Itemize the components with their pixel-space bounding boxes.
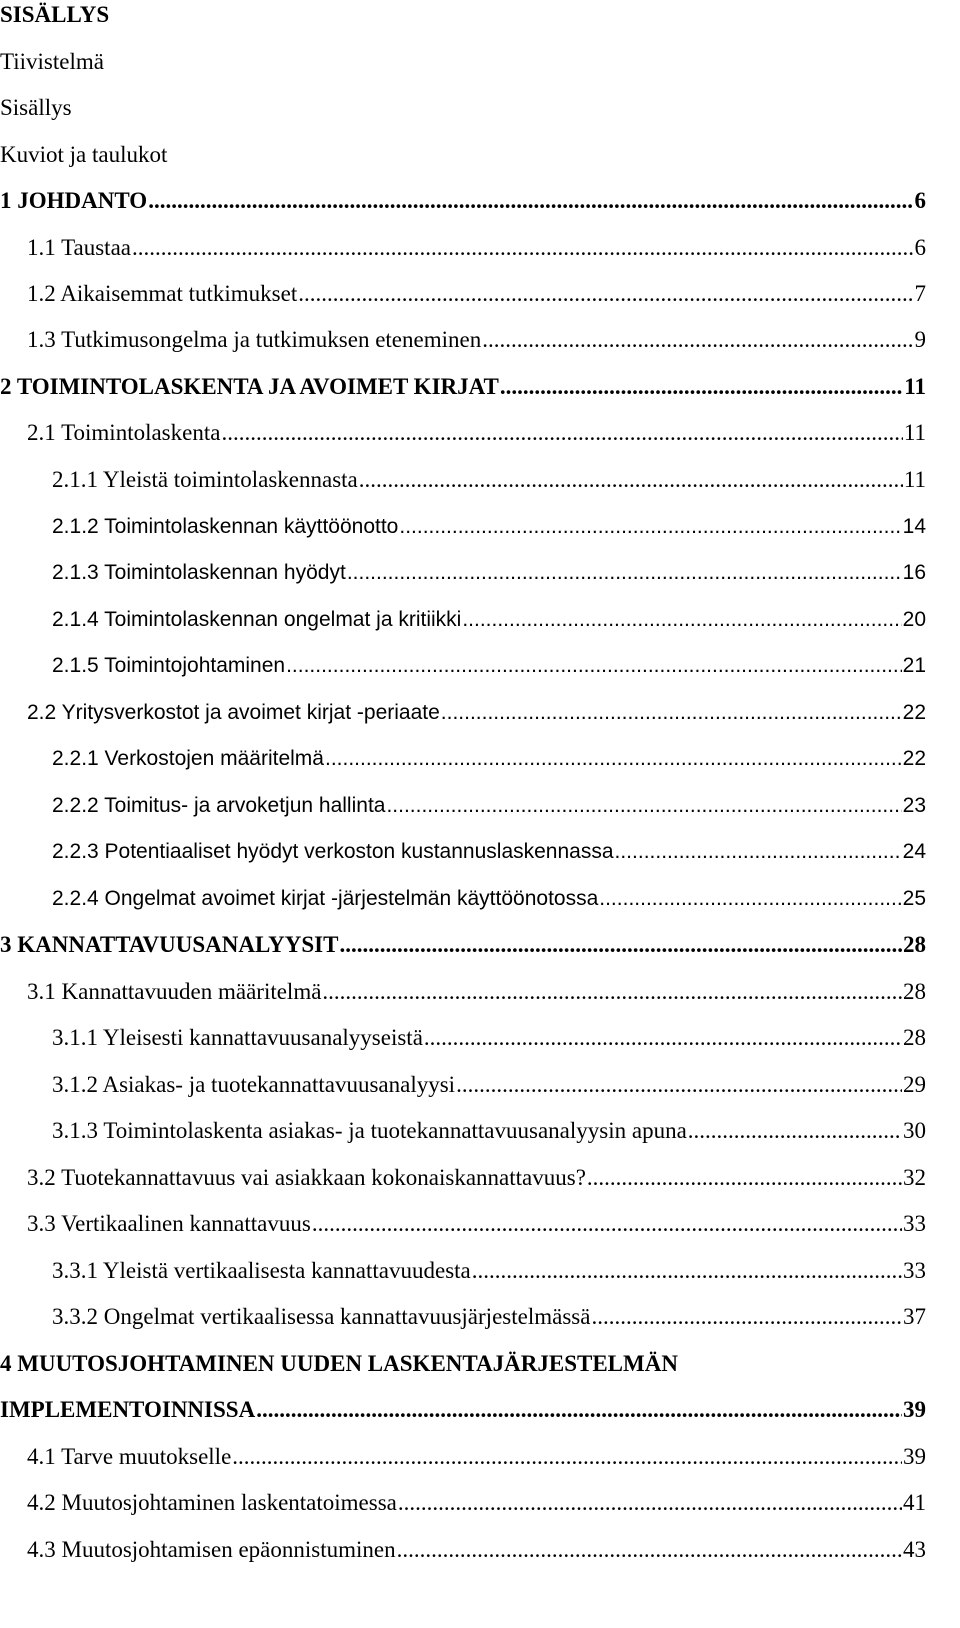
toc-leader: [591, 1297, 902, 1337]
toc-entry-label: 2 TOIMINTOLASKENTA JA AVOIMET KIRJAT: [0, 374, 499, 399]
toc-entry-label: 3.1.2 Asiakas- ja tuotekannattavuusanalyysi: [52, 1072, 456, 1097]
toc-page-number: 24: [902, 840, 926, 863]
toc-leader: [386, 786, 901, 826]
toc-page-number: 41: [903, 1490, 926, 1515]
toc-leader: [500, 367, 903, 407]
toc-entry-3-1[interactable]: [27, 972, 926, 1012]
toc-page-number: 43: [903, 1537, 926, 1562]
toc-page-number: 21: [902, 654, 926, 677]
toc-page-number: 28: [903, 932, 926, 957]
toc-leader: [462, 600, 901, 640]
toc-page-number: 29: [903, 1072, 926, 1097]
toc-entry-3-1-1[interactable]: [52, 1018, 926, 1058]
toc-leader: [482, 320, 913, 360]
toc-entry-3-3-1[interactable]: [52, 1251, 926, 1291]
toc-entry-3-3-2[interactable]: [52, 1297, 926, 1337]
toc-page-number: 30: [903, 1118, 926, 1143]
toc-leader: [132, 228, 914, 268]
toc-page-number: 11: [903, 467, 926, 492]
toc-leader: [312, 1204, 902, 1244]
toc-page-number: 22: [902, 701, 926, 724]
toc-page-number: 7: [914, 281, 926, 306]
toc-entry-2-1[interactable]: [27, 413, 926, 453]
toc-entry-label: 3.3.1 Yleistä vertikaalisesta kannattavuudesta: [52, 1258, 471, 1283]
toc-entry-1-3[interactable]: [27, 320, 926, 360]
toc-entry-label: 2.1.4 Toimintolaskennan ongelmat ja kritiikki: [52, 608, 462, 631]
toc-page-number: 11: [904, 374, 926, 399]
toc-entry-label: 3.2 Tuotekannattavuus vai asiakkaan kokonaiskannattavuus?: [27, 1165, 586, 1190]
page-title: SISÄLLYS: [0, 2, 110, 27]
toc-entry-chapter-4-line-1[interactable]: [0, 1344, 926, 1384]
toc-entry-label: 4 MUUTOSJOHTAMINEN UUDEN LASKENTAJÄRJESTELMÄN: [0, 1351, 678, 1376]
toc-entry-label: 3.1.3 Toimintolaskenta asiakas- ja tuotekannattavuusanalyysin apuna: [52, 1118, 687, 1143]
toc-entry-label: 2.2.2 Toimitus- ja arvoketjun hallinta: [52, 794, 386, 817]
toc-entry-label: 2.1.2 Toimintolaskennan käyttöönotto: [52, 515, 399, 538]
toc-entry-label: 4.1 Tarve muutokselle: [27, 1444, 232, 1469]
toc-entry-2-2-2[interactable]: [52, 786, 926, 826]
front-matter-figures: Kuviot ja taulukot: [0, 142, 168, 167]
toc-leader: [587, 1158, 902, 1198]
toc-entry-4-3[interactable]: [27, 1530, 926, 1570]
toc-entry-4-2[interactable]: [27, 1483, 926, 1523]
toc-entry-chapter-3[interactable]: [0, 925, 926, 965]
toc-entry-2-2-1[interactable]: [52, 739, 926, 779]
toc-page-number: 33: [903, 1211, 926, 1236]
toc-leader: [441, 693, 902, 733]
toc-entry-label: 3 KANNATTAVUUSANALYYSIT: [0, 932, 339, 957]
toc-page-number: 22: [902, 747, 926, 770]
toc-leader: [322, 972, 902, 1012]
toc-leader: [615, 832, 902, 872]
toc-entry-4-1[interactable]: [27, 1437, 926, 1477]
front-matter-abstract: Tiivistelmä: [0, 49, 104, 74]
toc-entry-label: 1 JOHDANTO: [0, 188, 148, 213]
toc-entry-label: 3.3 Vertikaalinen kannattavuus: [27, 1211, 311, 1236]
toc-entry-chapter-4[interactable]: [0, 1390, 926, 1430]
toc-entry-label: 3.1.1 Yleisesti kannattavuusanalyyseistä: [52, 1025, 423, 1050]
toc-entry-label: 2.2 Yritysverkostot ja avoimet kirjat -periaate: [27, 701, 440, 724]
toc-entry-label: 2.2.3 Potentiaaliset hyödyt verkoston kustannuslaskennassa: [52, 840, 614, 863]
toc-leader: [325, 739, 902, 779]
toc-page-number: 32: [903, 1165, 926, 1190]
toc-page-number: 6: [914, 235, 926, 260]
toc-page-number: 37: [903, 1304, 926, 1329]
toc-page-number: 23: [902, 794, 926, 817]
toc-page-number: 28: [903, 1025, 926, 1050]
toc-entry-label: 1.3 Tutkimusongelma ja tutkimuksen eteneminen: [27, 327, 482, 352]
toc-entry-label: 4.2 Muutosjohtaminen laskentatoimessa: [27, 1490, 397, 1515]
toc-page-number: 33: [903, 1258, 926, 1283]
toc-entry-3-3[interactable]: [27, 1204, 926, 1244]
toc-page-number: 39: [903, 1444, 926, 1469]
toc-page-number: 39: [903, 1397, 926, 1422]
toc-leader: [347, 553, 902, 593]
toc-entry-2-1-4[interactable]: [52, 600, 926, 640]
toc-entry-label: 2.2.1 Verkostojen määritelmä: [52, 747, 324, 770]
toc-leader: [456, 1065, 902, 1105]
toc-entry-label: 1.2 Aikaisemmat tutkimukset: [27, 281, 298, 306]
toc-entry-label: 2.2.4 Ongelmat avoimet kirjat -järjestelmän käyttöönotossa: [52, 887, 599, 910]
toc-page-number: 9: [914, 327, 926, 352]
toc-entry-label: 2.1.5 Toimintojohtaminen: [52, 654, 286, 677]
toc-entry-chapter-1[interactable]: [0, 181, 926, 221]
toc-entry-label: 3.1 Kannattavuuden määritelmä: [27, 979, 322, 1004]
toc-entry-2-2-4[interactable]: [52, 879, 926, 919]
toc-page-number: 25: [902, 887, 926, 910]
toc-leader: [148, 181, 913, 221]
toc-leader: [399, 507, 901, 547]
toc-page-number: 16: [902, 561, 926, 584]
front-matter-contents: Sisällys: [0, 95, 72, 120]
toc-entry-label: 4.3 Muutosjohtamisen epäonnistuminen: [27, 1537, 396, 1562]
toc-entry-label: 2.1.1 Yleistä toimintolaskennasta: [52, 467, 358, 492]
toc-entry-3-1-2[interactable]: [52, 1065, 926, 1105]
toc-entry-2-1-1[interactable]: [52, 460, 926, 500]
toc-entry-label: 3.3.2 Ongelmat vertikaalisessa kannattavuusjärjestelmässä: [52, 1304, 591, 1329]
toc-entry-2-2-3[interactable]: [52, 832, 926, 872]
toc-leader: [298, 274, 913, 314]
toc-entry-2-1-5[interactable]: [52, 646, 926, 686]
toc-entry-chapter-2[interactable]: [0, 367, 926, 407]
toc-entry-label: 1.1 Taustaa: [27, 235, 131, 260]
toc-entry-1-1[interactable]: [27, 228, 926, 268]
toc-leader: [232, 1437, 902, 1477]
toc-leader: [424, 1018, 902, 1058]
toc-leader: [359, 460, 903, 500]
toc-leader: [339, 925, 902, 965]
toc-leader: [599, 879, 901, 919]
toc-page-number: 20: [902, 608, 926, 631]
toc-leader: [688, 1111, 902, 1151]
toc-page-number: 14: [902, 515, 926, 538]
toc-entry-3-1-3[interactable]: [52, 1111, 926, 1151]
toc-entry-label: IMPLEMENTOINNISSA: [0, 1397, 256, 1422]
toc-page-number: 11: [903, 420, 926, 445]
toc-leader: [472, 1251, 902, 1291]
toc-entry-1-2[interactable]: [27, 274, 926, 314]
toc-leader: [221, 413, 902, 453]
toc-entry-2-1-2[interactable]: [52, 507, 926, 547]
toc-page-number: 6: [914, 188, 926, 213]
toc-leader: [397, 1530, 902, 1570]
toc-leader: [286, 646, 902, 686]
toc-leader: [256, 1390, 902, 1430]
toc-entry-3-2[interactable]: [27, 1158, 926, 1198]
toc-entry-2-2[interactable]: [27, 693, 926, 733]
toc-entry-label: 2.1 Toimintolaskenta: [27, 420, 221, 445]
toc-entry-label: 2.1.3 Toimintolaskennan hyödyt: [52, 561, 346, 584]
toc-leader: [398, 1483, 902, 1523]
toc-entry-2-1-3[interactable]: [52, 553, 926, 593]
toc-page-number: 28: [903, 979, 926, 1004]
